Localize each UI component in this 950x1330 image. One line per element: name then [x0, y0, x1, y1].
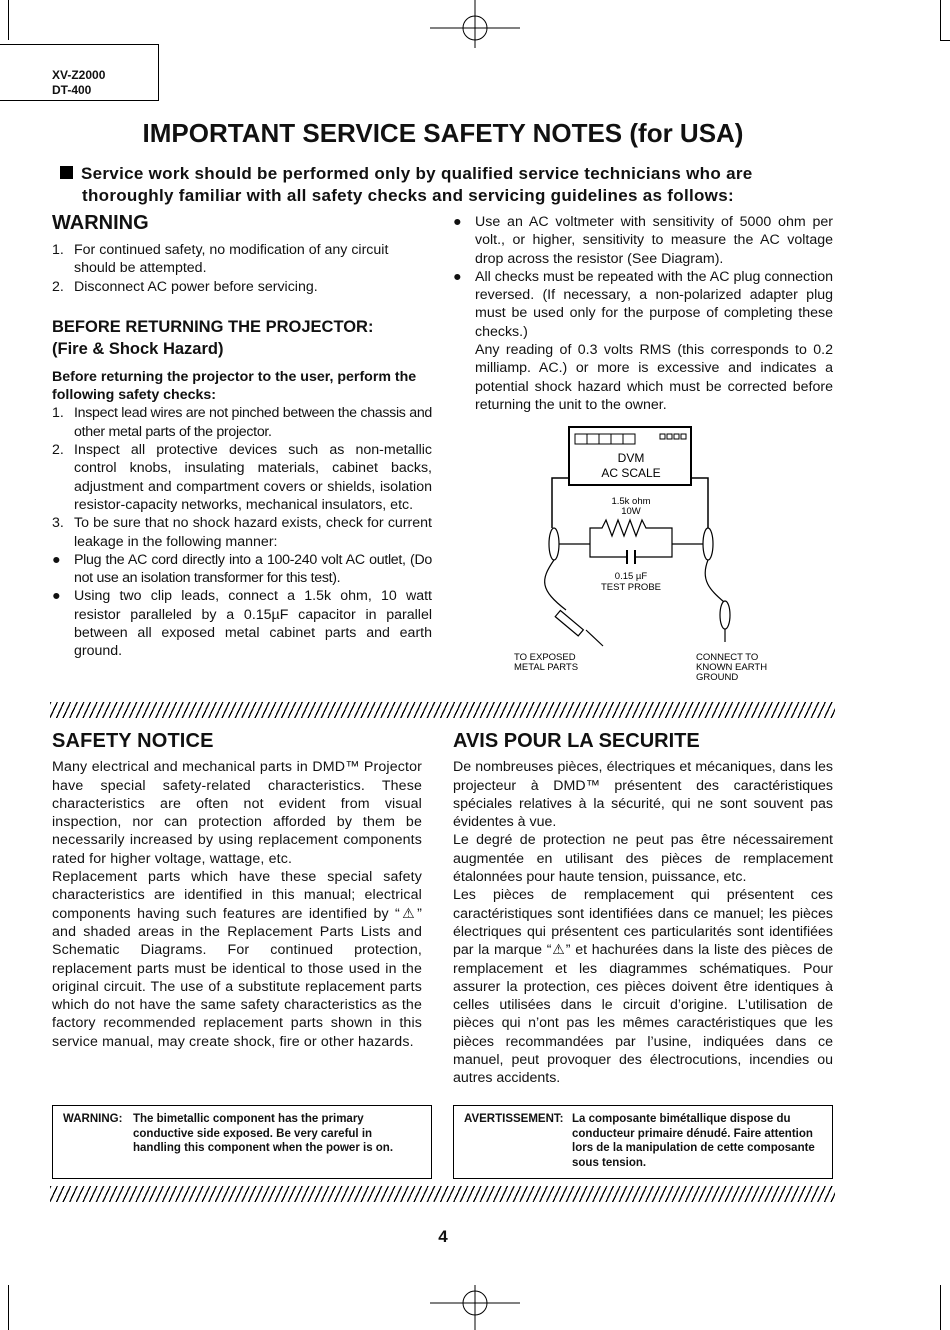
avis-paragraph: Les pièces de remplacement qui présentent ces caractéristiques sont identifiées dans ce manuel; les pièces électriques qui présentent ces particularités sont identifiées par la marque “⚠” et hachurées dans la liste des pièces de remplacement et les diagrammes schématiques. Pour assurer la protection, ces pièces doivent être identiques à celles utilisées dans le circuit d’origine. L’utilisation de pièces qui n’ont pas les mêmes caractéristiques que les pièces recommandées par l’usine, indiquées dans ce manuel, peut provoquer des électrocutions, incendies ou autres accidents. — [453, 887, 833, 1087]
leakage-test-diagram — [500, 420, 800, 690]
list-item: ● Use an AC voltmeter with sensitivity of 5000 ohm per volt., or higher, sensitivity to measure the AC voltage drop across the resistor (See Diagram). — [453, 214, 833, 267]
crop-mark-right-bottom — [940, 1285, 941, 1330]
reading-note: Any reading of 0.3 volts RMS (this corresponds to 0.2 milliamp. AC.) or more is excessive and indicates a potential shock hazard which must be corrected before returning the unit to the owner. — [475, 342, 833, 413]
crop-mark-left-bottom — [8, 1285, 9, 1330]
registration-mark-top — [430, 0, 520, 50]
right-connection-label-2: KNOWN EARTH — [696, 662, 768, 673]
intro-statement — [60, 163, 835, 207]
hatched-divider — [50, 702, 835, 718]
left-column — [52, 212, 432, 661]
capacitor-value: 0.15 µF — [614, 571, 648, 582]
avis-section — [453, 732, 833, 1088]
warning-box-text: The bimetallic component has the primary conductive side exposed. Be very careful in handling this component when the power is on. — [133, 1113, 394, 1155]
left-connection-label-1: TO EXPOSED — [514, 652, 576, 663]
crop-mark-right-top — [940, 0, 941, 40]
crop-mark-left-top — [8, 0, 9, 40]
resistor-wattage: 10W — [621, 506, 641, 517]
list-item: 1. For continued safety, no modification of any circuit should be attempted. — [52, 242, 389, 277]
list-item: 3. To be sure that no shock hazard exists, check for current leakage in the following manner: — [52, 515, 432, 550]
right-connection-label-1: CONNECT TO — [696, 652, 759, 663]
page-number: 4 — [438, 1227, 448, 1246]
safety-notice-section — [52, 732, 422, 1051]
before-return-lead: Before returning the projector to the user, perform the following safety checks: — [52, 368, 417, 404]
hatched-divider — [50, 1186, 835, 1202]
list-item: ● All checks must be repeated with the AC plug connection reversed. (If necessary, a non-polarized adapter plug must be used only for the purpose of completing these checks.) — [453, 268, 833, 340]
safety-notice-paragraph: Many electrical and mechanical parts in DMD™ Projector have special safety-related characteristics. These characteristics are often not evident from visual inspection, nor can protection afforded by them be necessarily increased by using replacement components rated for higher voltage, wattage, etc. — [52, 759, 422, 867]
safety-notice-paragraph: Replacement parts which have these special safety characteristics are identified in this manual; electrical components having such features are identified by “⚠” and shaded areas in the Replacement Parts Lists and Schematic Diagrams. For continued protection, replacement parts must be identical to those used in the original circuit. The use of a substitute replacement parts which do not have the same safety characteristics as the factory recommended replacement parts shown in this service manual, may create shock, fire or other hazards. — [52, 869, 422, 1050]
warning-box-label: AVERTISSEMENT: — [464, 1113, 564, 1125]
registration-mark-bottom — [430, 1285, 520, 1330]
capacitor-icon — [627, 550, 635, 564]
warning-box-text: La composante bimétallique dispose du conducteur primaire dénudé. Faire attention lors de la manipulation de cette composante sous tension. — [572, 1113, 815, 1169]
test-probe-icon — [555, 610, 603, 646]
safety-check-list — [52, 404, 432, 660]
warning-box-fr — [453, 1105, 833, 1179]
right-column — [453, 213, 833, 414]
warning-heading: WARNING — [52, 212, 149, 234]
earth-clip-icon — [720, 601, 730, 642]
list-item: 2. Inspect all protective devices such as non-metallic control knobs, insulating materials, cabinet backs, adjustment and compartment covers or shields, isolation resistor-capacity networks, mechanical insulators, etc. — [52, 442, 432, 513]
model-number-alt: DT-400 — [52, 83, 92, 97]
right-connection-label-3: GROUND — [696, 672, 739, 683]
list-item: 2. Disconnect AC power before servicing. — [52, 278, 318, 295]
warning-box-en — [52, 1105, 432, 1179]
left-connection-label-2: METAL PARTS — [514, 662, 579, 673]
resistor-value: 1.5k ohm — [611, 496, 651, 507]
intro-line-2: thoroughly familiar with all safety checks and servicing guidelines as follows: — [82, 186, 734, 205]
list-item: ● Using two clip leads, connect a 1.5k ohm, 10 watt resistor paralleled by a 0.15µF capacitor in parallel between all exposed metal cabinet parts and earth ground. — [52, 588, 432, 660]
warning-box-label: WARNING: — [63, 1113, 123, 1125]
warning-list — [52, 241, 432, 296]
model-number: XV-Z2000 — [52, 68, 106, 82]
intro-line-1: Service work should be performed only by qualified service technicians who are — [81, 164, 753, 183]
avis-paragraph: Le degré de protection ne peut pas être nécessairement augmentée en utilisant des pièces de remplacement étalonnées pour haute tension, puissance, etc. — [453, 832, 833, 886]
right-clip-icon — [703, 528, 713, 560]
left-clip-icon — [549, 528, 559, 560]
list-item: 1. Inspect lead wires are not pinched between the chassis and other metal parts of the projector. — [52, 405, 433, 440]
avis-paragraph: De nombreuses pièces, électriques et mécaniques, dans les projecteur à DMD™ présentent des caractéristiques spéciales relatives à la sécurité, qui ne sont souvent pas évidentes à vue. — [453, 759, 833, 831]
test-probe-label: TEST PROBE — [600, 582, 662, 593]
avis-heading: AVIS POUR LA SECURITE — [453, 730, 700, 752]
before-return-heading: BEFORE RETURNING THE PROJECTOR: — [52, 317, 374, 336]
list-item: ● Plug the AC cord directly into a 100-240 volt AC outlet, (Do not use an isolation transformer for this test). — [52, 551, 432, 587]
crop-mark-right-tick — [940, 40, 950, 41]
safety-notice-heading: SAFETY NOTICE — [52, 730, 214, 752]
square-bullet-icon — [60, 166, 73, 179]
page-title: IMPORTANT SERVICE SAFETY NOTES (for USA) — [142, 118, 744, 148]
meter-label-dvm: DVM — [617, 451, 645, 465]
meter-label-scale: AC SCALE — [601, 466, 661, 480]
resistor-icon — [590, 520, 672, 544]
before-return-subheading: (Fire & Shock Hazard) — [52, 339, 224, 358]
